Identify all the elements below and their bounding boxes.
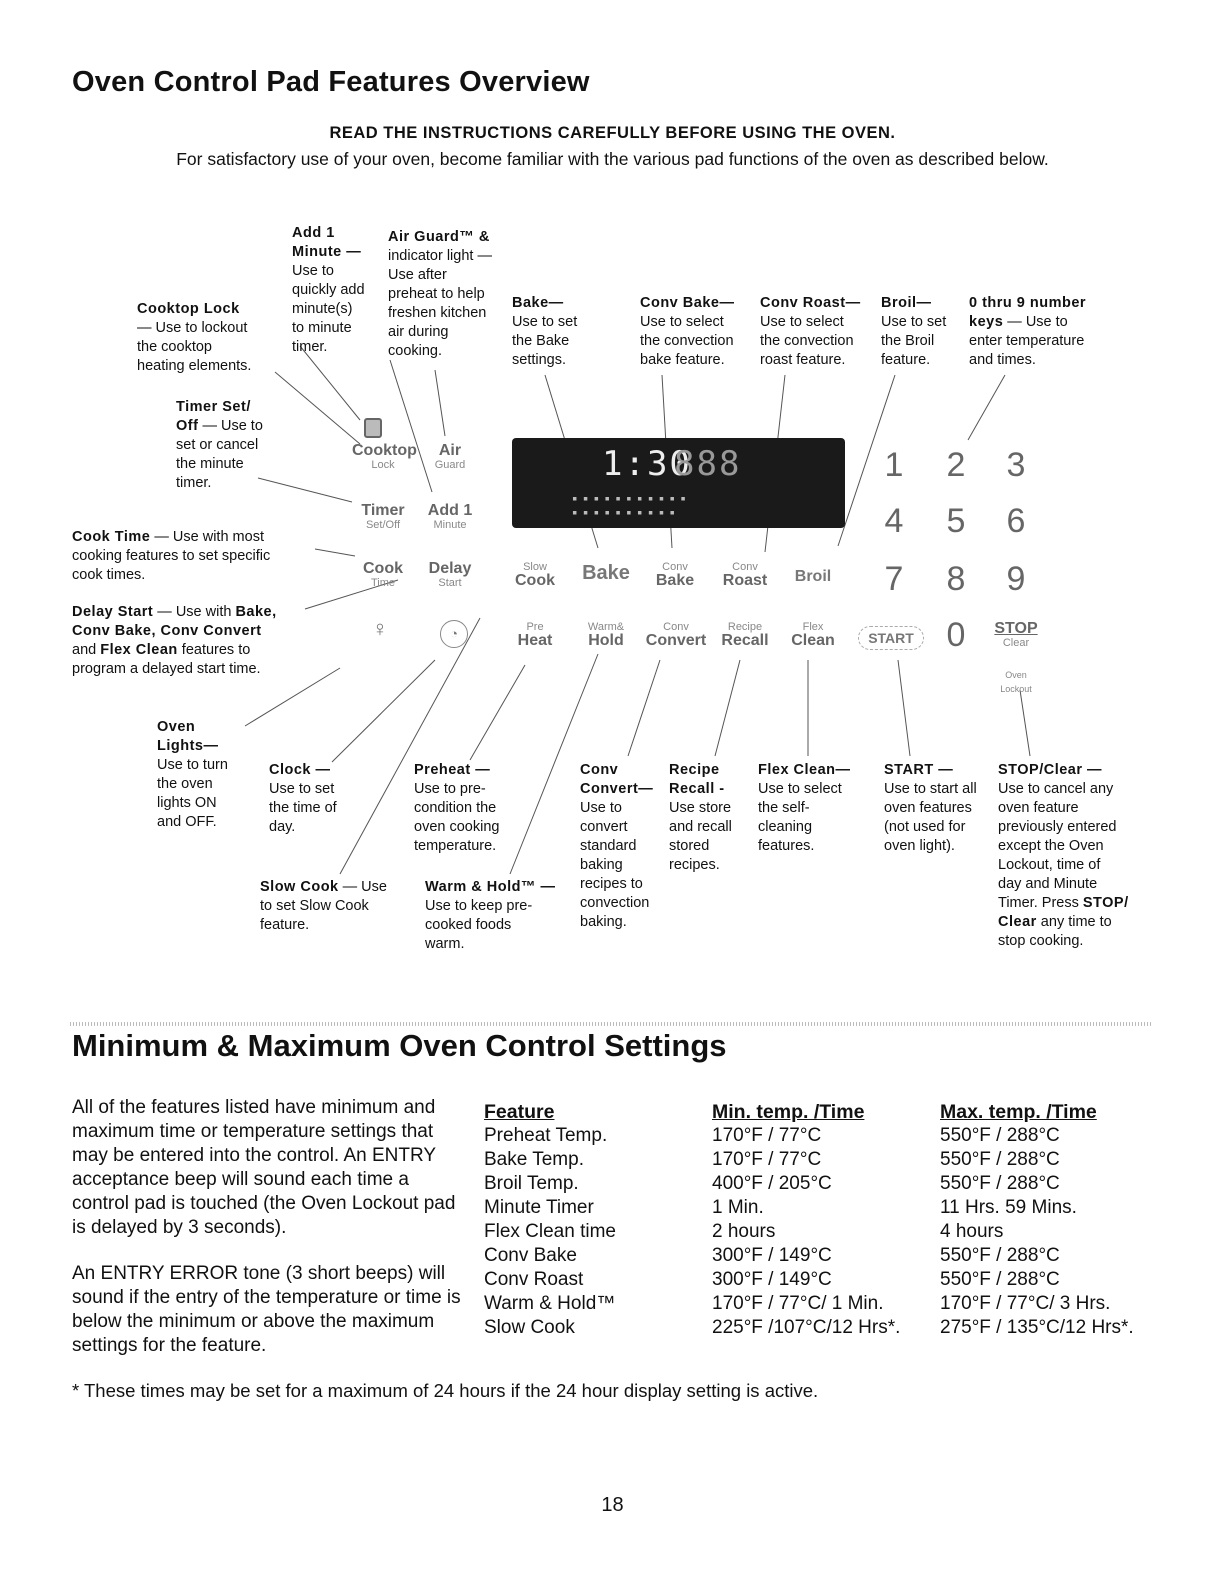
settings-table <box>484 1100 1160 1340</box>
flex-clean-pad[interactable]: Flex Clean <box>791 621 835 649</box>
key-6[interactable]: 6 <box>1006 502 1026 540</box>
number-keys-callout: 0 thru 9 number keys — Use to enter temperature and times. <box>969 295 1087 368</box>
max-cell: 170°F / 77°C/ 3 Hrs. <box>940 1293 1111 1314</box>
key-5[interactable]: 5 <box>946 502 966 540</box>
oven-light-pad[interactable]: ♀ <box>371 616 389 641</box>
cooktop-lock-icon <box>364 418 382 438</box>
preheat-callout: Preheat — Use to pre- condition the oven cooking temperature. <box>414 762 500 854</box>
cooktop-lock-callout: Cooktop Lock — Use to lockout the cooktop heating elements. <box>137 301 252 374</box>
key-2[interactable]: 2 <box>946 446 966 484</box>
table-row <box>484 1124 1160 1148</box>
footnote: * These times may be set for a maximum of 24 hours if the 24 hour display setting is active. <box>72 1380 819 1401</box>
table-row <box>484 1292 1160 1316</box>
key-3[interactable]: 3 <box>1006 446 1026 484</box>
broil-pad[interactable]: Broil <box>794 568 832 585</box>
intro-text: For satisfactory use of your oven, become familiar with the various pad functions of the oven as described below. <box>176 149 1049 169</box>
cook-time-pad[interactable]: Cook Time <box>363 560 403 589</box>
max-cell: 550°F / 288°C <box>940 1125 1060 1146</box>
settings-paragraph-1: All of the features listed have minimum and maximum time or temperature settings that may be entered into the control. An ENTRY acceptance beep will sound each time a control pad is touched (the Oven Lockout pad is delayed by 3 seconds). <box>72 1097 456 1238</box>
table-row <box>484 1316 1160 1340</box>
page-number: 18 <box>601 1494 624 1516</box>
conv-convert-pad[interactable]: Conv Convert <box>645 621 707 649</box>
clock-callout: Clock — Use to set the time of day. <box>269 762 337 835</box>
conv-convert-callout: Conv Convert— Use to convert standard baking recipes to convection baking. <box>580 762 654 930</box>
start-pad[interactable]: START <box>858 626 924 650</box>
max-cell: 550°F / 288°C <box>940 1149 1060 1170</box>
oven-lights-callout: Oven Lights— Use to turn the oven lights ON and OFF. <box>157 719 228 830</box>
bake-pad[interactable]: Bake <box>582 562 630 584</box>
slow-cook-callout: Slow Cook — Use to set Slow Cook feature. <box>260 879 387 933</box>
warning-heading: READ THE INSTRUCTIONS CAREFULLY BEFORE USING THE OVEN. <box>329 124 896 142</box>
settings-paragraph-2: An ENTRY ERROR tone (3 short beeps) will sound if the entry of the temperature or time is below the minimum or above the maximum settings for the feature. <box>72 1263 461 1356</box>
conv-roast-callout: Conv Roast— Use to select the convection roast feature. <box>760 295 861 368</box>
oven-lockout-pad[interactable]: Oven Lockout <box>1000 670 1032 694</box>
max-cell: 550°F / 288°C <box>940 1269 1060 1290</box>
min-cell: 2 hours <box>712 1221 776 1242</box>
max-cell: 550°F / 288°C <box>940 1173 1060 1194</box>
delay-start-pad[interactable]: Delay Start <box>428 560 472 589</box>
key-4[interactable]: 4 <box>884 502 904 540</box>
section-divider <box>70 1022 1152 1026</box>
feature-cell: Minute Timer <box>484 1197 594 1218</box>
min-cell: 400°F / 205°C <box>712 1173 832 1194</box>
table-row <box>484 1172 1160 1196</box>
start-callout: START — Use to start all oven features (not used for oven light). <box>884 762 977 854</box>
recipe-recall-pad[interactable]: Recipe Recall <box>721 621 769 649</box>
preheat-pad[interactable]: Pre Heat <box>517 621 553 649</box>
timer-callout: Timer Set/ Off — Use to set or cancel the minute timer. <box>176 399 263 491</box>
header-min: Min. temp. /Time <box>712 1101 865 1123</box>
min-cell: 170°F / 77°C <box>712 1149 822 1170</box>
stop-clear-pad[interactable]: STOP Clear <box>994 620 1038 649</box>
feature-cell: Conv Bake <box>484 1245 577 1266</box>
table-row <box>484 1244 1160 1268</box>
section-title: Minimum & Maximum Oven Control Settings <box>72 1028 727 1063</box>
recipe-recall-callout: Recipe Recall - Use store and recall stored recipes. <box>669 762 732 873</box>
delay-start-callout: Delay Start — Use with Bake, Conv Bake, Conv Convert and Flex Clean features to program a delayed start time. <box>72 604 277 677</box>
page-title: Oven Control Pad Features Overview <box>72 66 590 98</box>
feature-cell: Bake Temp. <box>484 1149 584 1170</box>
display-aux: 888 <box>674 444 742 484</box>
min-cell: 300°F / 149°C <box>712 1245 832 1266</box>
max-cell: 275°F / 135°C/12 Hrs*. <box>940 1317 1134 1338</box>
conv-bake-pad[interactable]: Conv Bake <box>655 561 695 589</box>
display-indicators-row1: ▪ ▪ ▪ ▪ ▪ ▪ ▪ ▪ ▪ ▪ ▪ <box>572 494 686 504</box>
min-cell: 170°F / 77°C/ 1 Min. <box>712 1293 884 1314</box>
display-time: 1:30 <box>602 444 692 484</box>
warm-hold-callout: Warm & Hold™ — Use to keep pre- cooked foods warm. <box>425 879 556 952</box>
feature-cell: Flex Clean time <box>484 1221 616 1242</box>
max-cell: 550°F / 288°C <box>940 1245 1060 1266</box>
conv-bake-callout: Conv Bake— Use to select the convection bake feature. <box>640 295 735 368</box>
clock-pad[interactable]: ◔ <box>440 620 468 648</box>
cooktop-lock-pad[interactable]: Cooktop Lock <box>352 442 417 471</box>
slow-cook-pad[interactable]: Slow Cook <box>515 561 555 589</box>
min-cell: 225°F /107°C/12 Hrs*. <box>712 1317 901 1338</box>
max-cell: 11 Hrs. 59 Mins. <box>940 1197 1077 1218</box>
header-feature: Feature <box>484 1101 555 1123</box>
table-row <box>484 1220 1160 1244</box>
feature-cell: Preheat Temp. <box>484 1125 608 1146</box>
cook-time-callout: Cook Time — Use with most cooking features to set specific cook times. <box>72 529 271 583</box>
add-minute-callout: Add 1 Minute — Use to quickly add minute(s) to minute timer. <box>292 225 365 355</box>
display-indicators-row2: ▪ ▪ ▪ ▪ ▪ ▪ ▪ ▪ ▪ ▪ <box>572 508 675 518</box>
air-guard-callout: Air Guard™ & indicator light — Use after preheat to help freshen kitchen air during cooking. <box>388 229 492 359</box>
table-header-row <box>484 1100 1160 1124</box>
timer-set-off-pad[interactable]: Timer Set/Off <box>361 502 405 531</box>
air-guard-pad[interactable]: Air Guard <box>434 442 466 471</box>
oven-display <box>512 438 845 528</box>
stop-clear-callout: STOP/Clear — Use to cancel any oven feature previously entered except the Oven Lockout, time of day and Minute Timer. Press STOP/ Clear any time to stop cooking. <box>998 762 1129 949</box>
feature-cell: Conv Roast <box>484 1269 584 1290</box>
add-1-minute-pad[interactable]: Add 1 Minute <box>427 502 473 531</box>
conv-roast-pad[interactable]: Conv Roast <box>722 561 768 589</box>
feature-cell: Broil Temp. <box>484 1173 579 1194</box>
min-cell: 170°F / 77°C <box>712 1125 822 1146</box>
flex-clean-callout: Flex Clean— Use to select the self- cleaning features. <box>758 762 851 854</box>
table-row <box>484 1268 1160 1292</box>
table-row <box>484 1148 1160 1172</box>
feature-cell: Warm & Hold™ <box>484 1293 616 1314</box>
bake-callout: Bake— Use to set the Bake settings. <box>512 295 578 368</box>
key-0[interactable]: 0 <box>946 616 966 654</box>
key-1[interactable]: 1 <box>884 446 904 484</box>
feature-cell: Slow Cook <box>484 1317 575 1338</box>
max-cell: 4 hours <box>940 1221 1004 1242</box>
key-8[interactable]: 8 <box>946 560 966 598</box>
broil-callout: Broil— Use to set the Broil feature. <box>881 295 947 368</box>
key-9[interactable]: 9 <box>1006 560 1026 598</box>
warm-hold-pad[interactable]: Warm& Hold <box>587 621 625 649</box>
key-7[interactable]: 7 <box>884 560 904 598</box>
min-cell: 300°F / 149°C <box>712 1269 832 1290</box>
table-row <box>484 1196 1160 1220</box>
min-cell: 1 Min. <box>712 1197 764 1218</box>
header-max: Max. temp. /Time <box>940 1101 1097 1123</box>
